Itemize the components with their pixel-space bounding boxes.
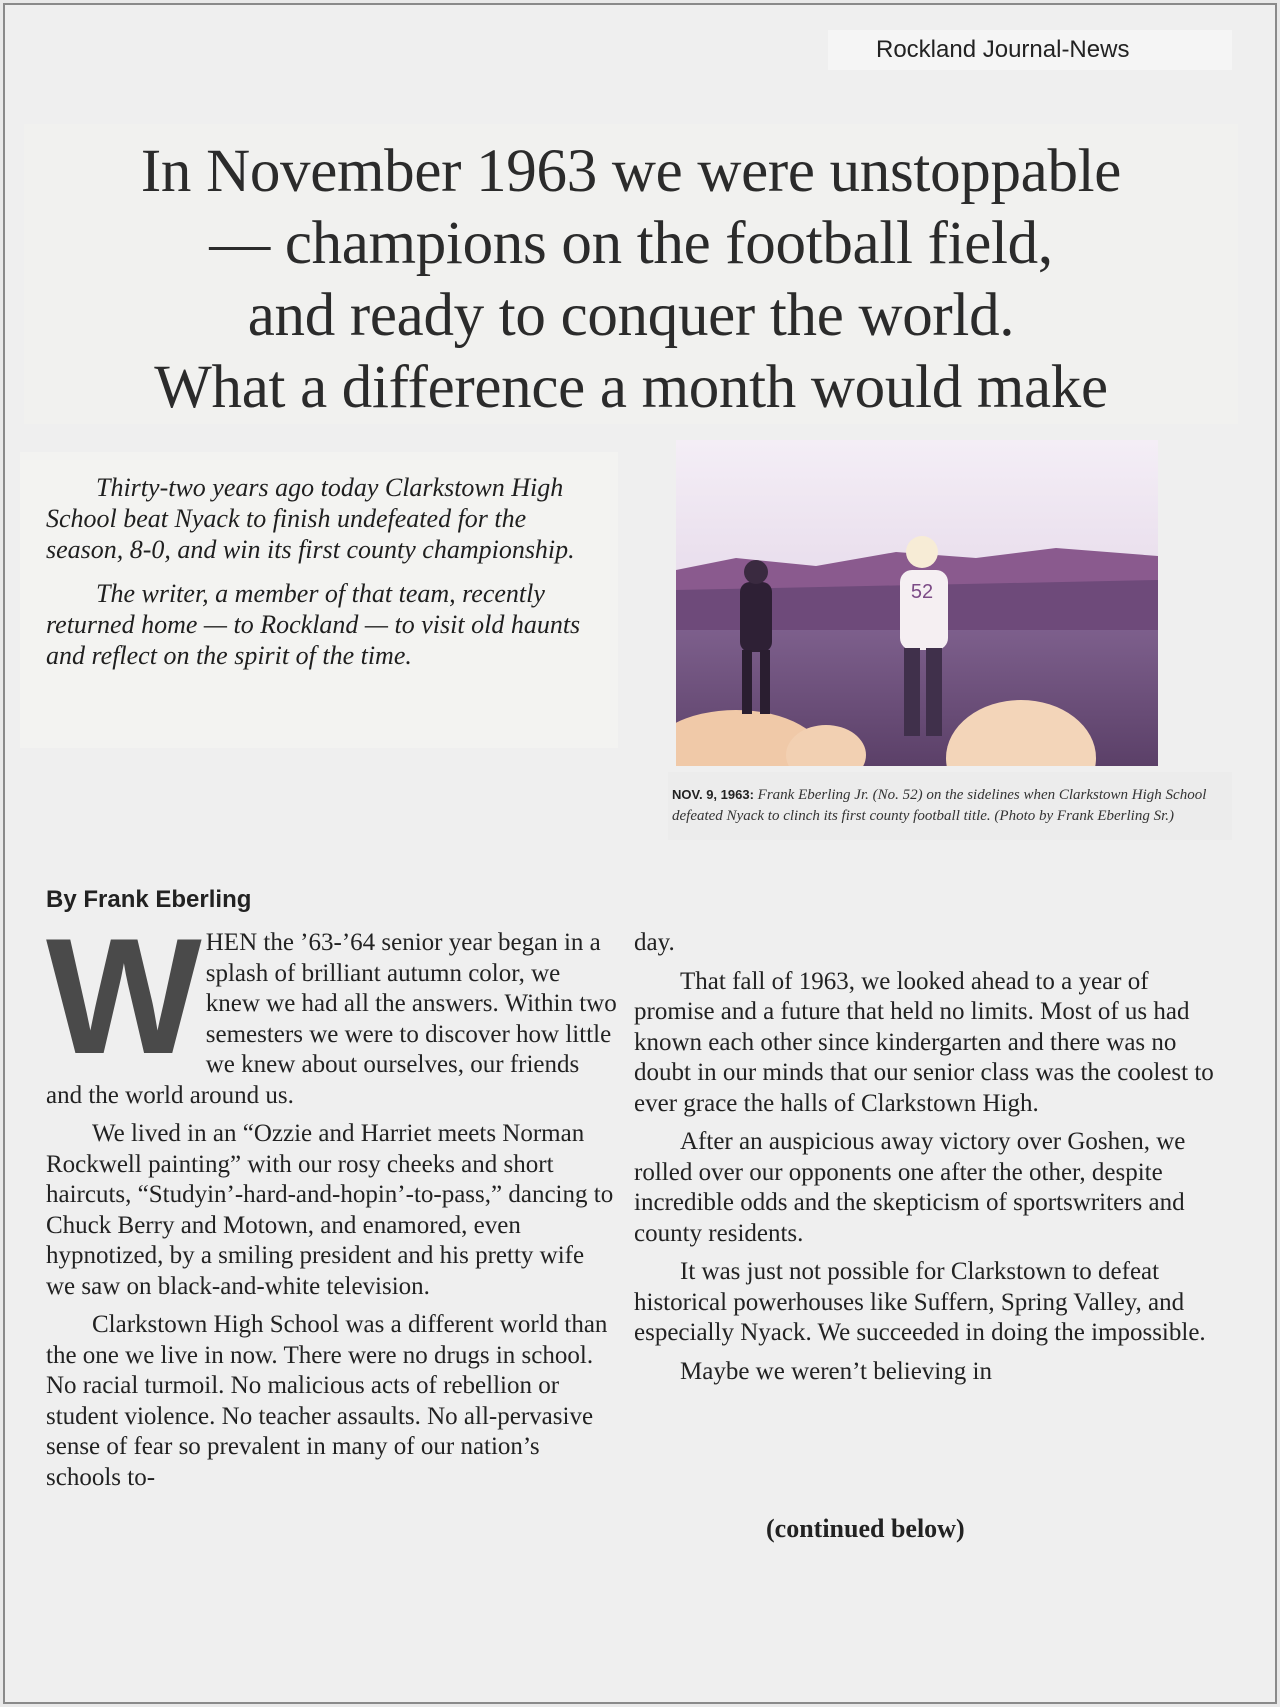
headline (24, 124, 1238, 424)
headline-line: What a difference a month would make (154, 354, 1108, 421)
article-column-2 (634, 928, 1220, 1528)
masthead: Rockland Journal-News (828, 30, 1232, 70)
intro-paragraph: Thirty-two years ago today Clarkstown High School beat Nyack to finish undefeated for the season, 8-0, and win its first county championship. (46, 473, 575, 564)
article-column-1 (46, 904, 618, 1668)
article-paragraph: It was just not possible for Clarkstown to defeat historical powerhouses like Suffern, Spring Valley, and especially Nyack. We succeeded in doing the impossible. (634, 1258, 1206, 1346)
article-paragraph: Maybe we weren’t believing in (680, 1357, 992, 1385)
headline-line: — champions on the football field, (209, 210, 1053, 277)
article-paragraph: day. (634, 929, 675, 956)
intro-paragraph: The writer, a member of that team, recently returned home — to Rockland — to visit old haunts and reflect on the spirit of the time. (46, 579, 581, 670)
intro-deck (20, 452, 618, 748)
byline: By Frank Eberling (46, 886, 252, 913)
football-sideline-photo (676, 440, 1158, 766)
drop-cap: W (46, 904, 198, 1088)
article-paragraph: After an auspicious away victory over Goshen, we rolled over our opponents one after the other, despite incredible odds and the skepticism of sportswriters and county residents. (634, 1128, 1186, 1247)
article-paragraph: Clarkstown High School was a different world than the one we live in now. There were no drugs in school. No racial turmoil. No malicious acts of rebellion or student violence. No teacher assaults. No all-pervasive sense of fear so prevalent in many of our nation’s schools to- (46, 1311, 608, 1491)
headline-line: and ready to conquer the world. (247, 282, 1015, 349)
continued-note: (continued below) (766, 1514, 965, 1543)
photo-caption (668, 772, 1232, 840)
photo-image (676, 440, 1158, 766)
headline-line: In November 1963 we were unstoppable (140, 138, 1122, 205)
caption-text: Frank Eberling Jr. (No. 52) on the sidelines when Clarkstown High School defeated Nyack to clinch its first county football title. (Photo by Frank Eberling Sr.) (672, 787, 1207, 824)
article-paragraph: We lived in an “Ozzie and Harriet meets Norman Rockwell painting” with our rosy cheeks and short haircuts, “Studyin’-hard-and-hopin’-to-pass,” dancing to Chuck Berry and Motown, and enamored, even hypnotized, by a smiling president and his pretty wife we saw on black-and-white television. (46, 1120, 614, 1300)
article-paragraph: That fall of 1963, we looked ahead to a year of promise and a future that held no limits. Most of us had known each other since kindergarten and there was no doubt in our minds that our senior class was the coolest to ever grace the halls of Clarkstown High. (634, 967, 1214, 1117)
article-paragraph: WHEN the ’63-’64 senior year began in a splash of brilliant autumn color, we knew we had all the answers. Within two semesters we were to discover how little we knew about ourselves, our friends and the world around us. (46, 904, 617, 1109)
caption-date: NOV. 9, 1963: (672, 787, 754, 802)
jersey-number: 52 (910, 581, 934, 603)
